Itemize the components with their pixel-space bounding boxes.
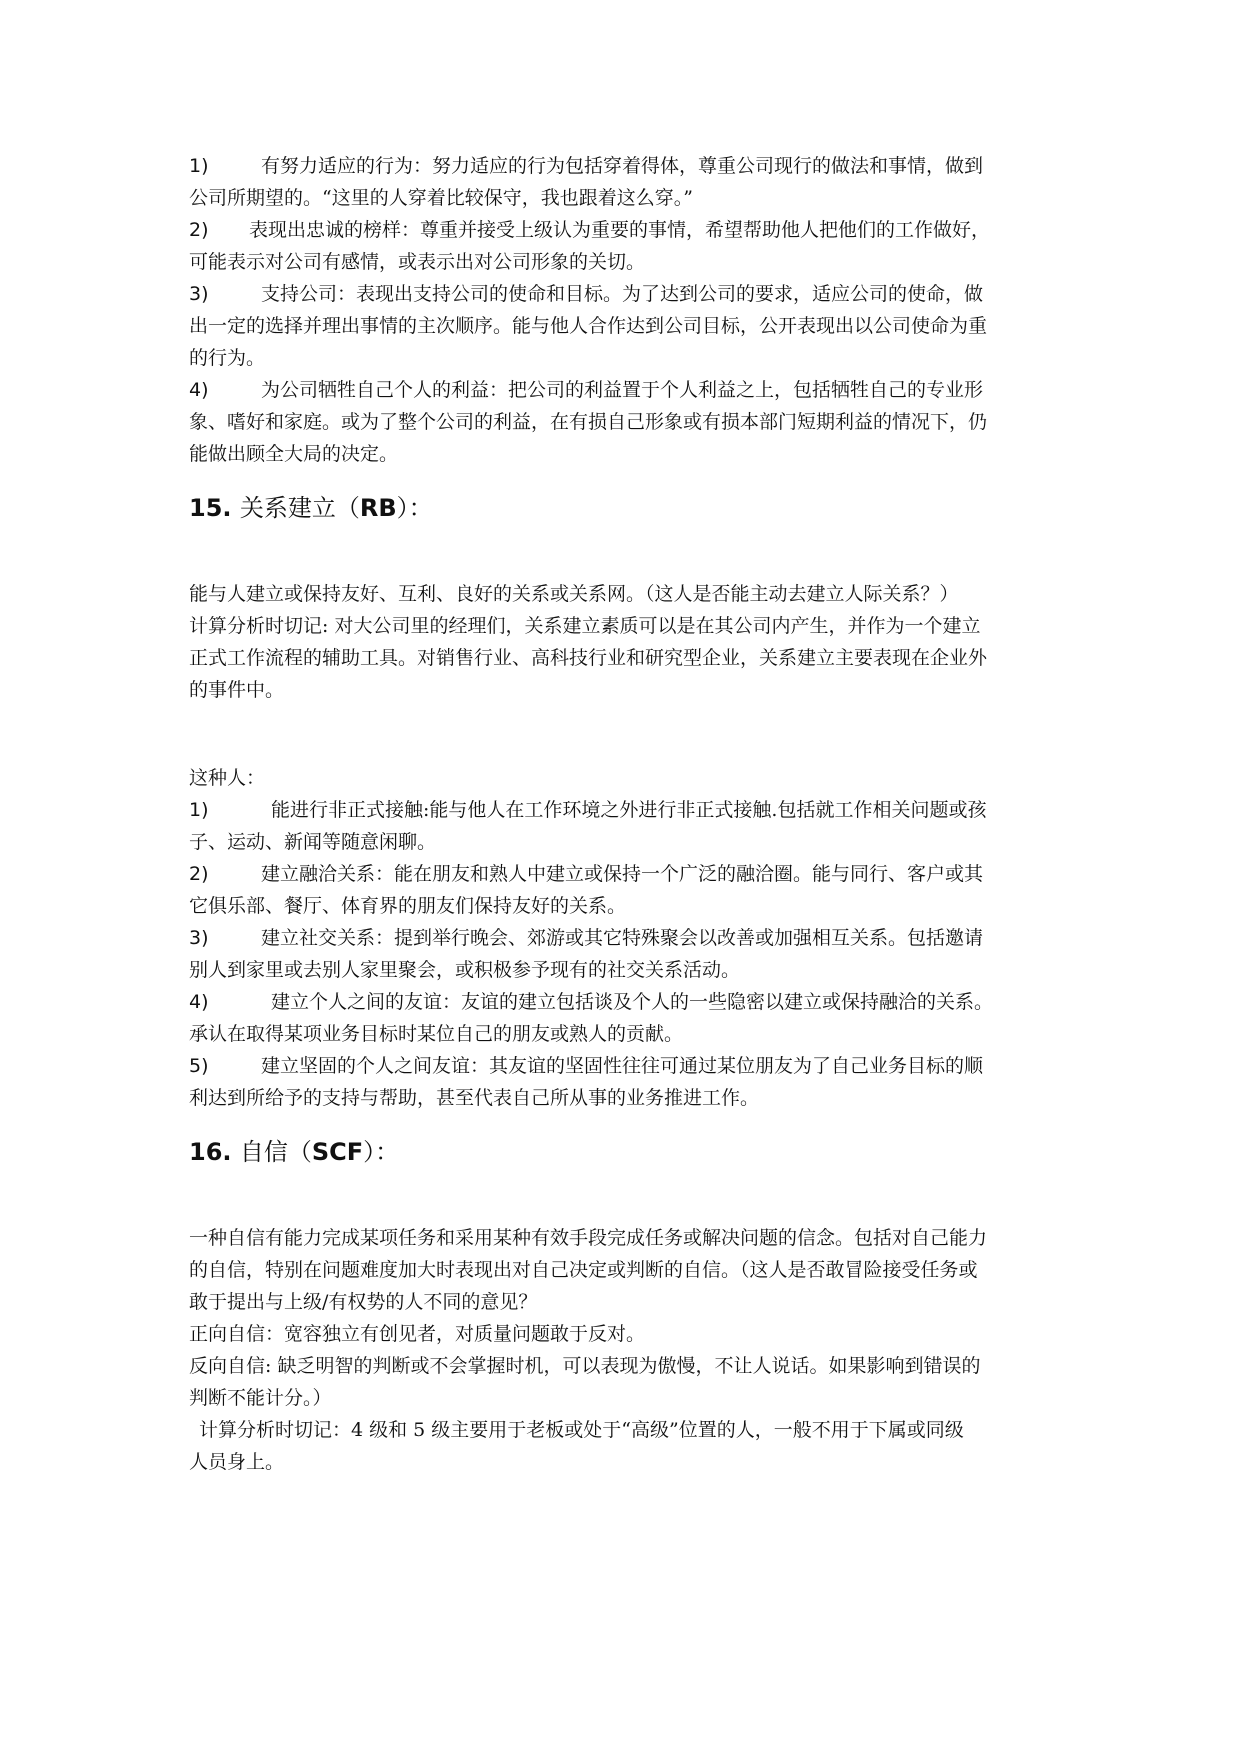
spacer xyxy=(189,470,1064,490)
item-text-continued: 的行为。 xyxy=(189,347,266,369)
list-item xyxy=(189,374,1064,406)
section-15-heading xyxy=(189,490,1064,526)
item-text-continued: 别人到家里或去别人家里聚会，或积极参予现有的社交关系活动。 xyxy=(189,959,741,981)
item-text: 建立社交关系：提到举行晚会、郊游或其它特殊聚会以改善或加强相互关系。包括邀请 xyxy=(261,927,984,949)
item-number: 3) xyxy=(189,927,209,949)
item-text: 建立坚固的个人之间友谊：其友谊的坚固性往往可通过某位朋友为了自己业务目标的顺 xyxy=(261,1055,984,1077)
heading-title: 自信（ xyxy=(239,1138,312,1166)
heading-tail: ）： xyxy=(363,1138,400,1166)
item-text: 表现出忠诚的榜样：尊重并接受上级认为重要的事情，希望帮助他人把他们的工作做好， xyxy=(249,219,991,241)
item-text-continued: 可能表示对公司有感情，或表示出对公司形象的关切。 xyxy=(189,251,646,273)
item-text: 能进行非正式接触:能与他人在工作环境之外进行非正式接触.包括就工作相关问题或孩 xyxy=(271,799,987,821)
item-text-continued: 它俱乐部、餐厅、体育界的朋友们保持友好的关系。 xyxy=(189,895,627,917)
spacer xyxy=(189,1170,1064,1222)
item-number: 4) xyxy=(189,379,209,401)
list-item xyxy=(189,150,1064,182)
heading-tail: ）： xyxy=(396,494,433,522)
section-16-heading xyxy=(189,1134,1064,1170)
list-item xyxy=(189,922,1064,954)
item-number: 1) xyxy=(189,799,209,821)
item-text: 建立融洽关系：能在朋友和熟人中建立或保持一个广泛的融洽圈。能与同行、客户或其 xyxy=(261,863,984,885)
paragraph-line: 一种自信有能力完成某项任务和采用某种有效手段完成任务或解决问题的信念。包括对自己能力 xyxy=(189,1227,988,1249)
section-15-list xyxy=(189,794,1064,1114)
list-item xyxy=(189,278,1064,310)
list-item xyxy=(189,1050,1064,1082)
item-number: 3) xyxy=(189,283,209,305)
list-lead: 这种人： xyxy=(189,767,266,789)
paragraph-line: 判断不能计分。） xyxy=(189,1387,332,1409)
list-item xyxy=(189,214,1064,246)
paragraph-line: 的自信，特别在问题难度加大时表现出对自己决定或判断的自信。（这人是否敢冒险接受任务或 xyxy=(189,1259,978,1281)
item-number: 1) xyxy=(189,155,209,177)
section-15-intro xyxy=(189,578,1064,706)
item-text-continued: 象、嗜好和家庭。或为了整个公司的利益，在有损自己形象或有损本部门短期利益的情况下，仍 xyxy=(189,411,988,433)
section-14-list xyxy=(189,150,1064,470)
paragraph-line: 正向自信：宽容独立有创见者，对质量问题敢于反对。 xyxy=(189,1323,646,1345)
list-item xyxy=(189,794,1064,826)
item-text-continued: 承认在取得某项业务目标时某位自己的朋友或熟人的贡献。 xyxy=(189,1023,684,1045)
item-text-continued: 利达到所给予的支持与帮助，甚至代表自己所从事的业务推进工作。 xyxy=(189,1087,760,1109)
heading-code: SCF xyxy=(311,1138,364,1166)
paragraph-line: 计算分析时切记: 对大公司里的经理们，关系建立素质可以是在其公司内产生，并作为一个建立 xyxy=(189,615,981,637)
paragraph-line: 敢于提出与上级/有权势的人不同的意见？ xyxy=(189,1291,538,1313)
paragraph-line: 人员身上。 xyxy=(189,1451,285,1473)
item-text-continued: 子、运动、新闻等随意闲聊。 xyxy=(189,831,437,853)
item-text-continued: 能做出顾全大局的决定。 xyxy=(189,443,399,465)
paragraph-line: 正式工作流程的辅助工具。对销售行业、高科技行业和研究型企业，关系建立主要表现在企业外 xyxy=(189,647,988,669)
item-text: 有努力适应的行为：努力适应的行为包括穿着得体，尊重公司现行的做法和事情，做到 xyxy=(261,155,984,177)
paragraph-line: 能与人建立或保持友好、互利、良好的关系或关系网。（这人是否能主动去建立人际关系？） xyxy=(189,583,959,605)
heading-number: 15. xyxy=(189,494,232,522)
item-text-continued: 出一定的选择并理出事情的主次顺序。能与他人合作达到公司目标，公开表现出以公司使命为重 xyxy=(189,315,988,337)
heading-title: 关系建立（ xyxy=(239,494,360,522)
paragraph-line: 的事件中。 xyxy=(189,679,285,701)
item-number: 4) xyxy=(189,991,209,1013)
paragraph-line: 反向自信: 缺乏明智的判断或不会掌握时机，可以表现为傲慢，不让人说话。如果影响到错误的 xyxy=(189,1355,981,1377)
paragraph-line: 计算分析时切记：4 级和 5 级主要用于老板或处于“高级”位置的人，一般不用于下属或同级 xyxy=(199,1419,964,1441)
spacer xyxy=(189,526,1064,578)
heading-code: RB xyxy=(359,494,397,522)
item-number: 2) xyxy=(189,863,209,885)
item-text-continued: 公司所期望的。“这里的人穿着比较保守，我也跟着这么穿。” xyxy=(189,187,693,209)
document-page xyxy=(189,150,1064,1478)
spacer xyxy=(189,706,1064,762)
heading-number: 16. xyxy=(189,1138,232,1166)
list-item xyxy=(189,858,1064,890)
item-number: 2) xyxy=(189,219,209,241)
list-item xyxy=(189,986,1064,1018)
item-text: 建立个人之间的友谊：友谊的建立包括谈及个人的一些隐密以建立或保持融洽的关系。 xyxy=(271,991,994,1013)
item-text: 支持公司：表现出支持公司的使命和目标。为了达到公司的要求，适应公司的使命，做 xyxy=(261,283,984,305)
item-text: 为公司牺牲自己个人的利益：把公司的利益置于个人利益之上，包括牺牲自己的专业形 xyxy=(261,379,984,401)
spacer xyxy=(189,1114,1064,1134)
item-number: 5) xyxy=(189,1055,209,1077)
section-16-body xyxy=(189,1222,1064,1478)
